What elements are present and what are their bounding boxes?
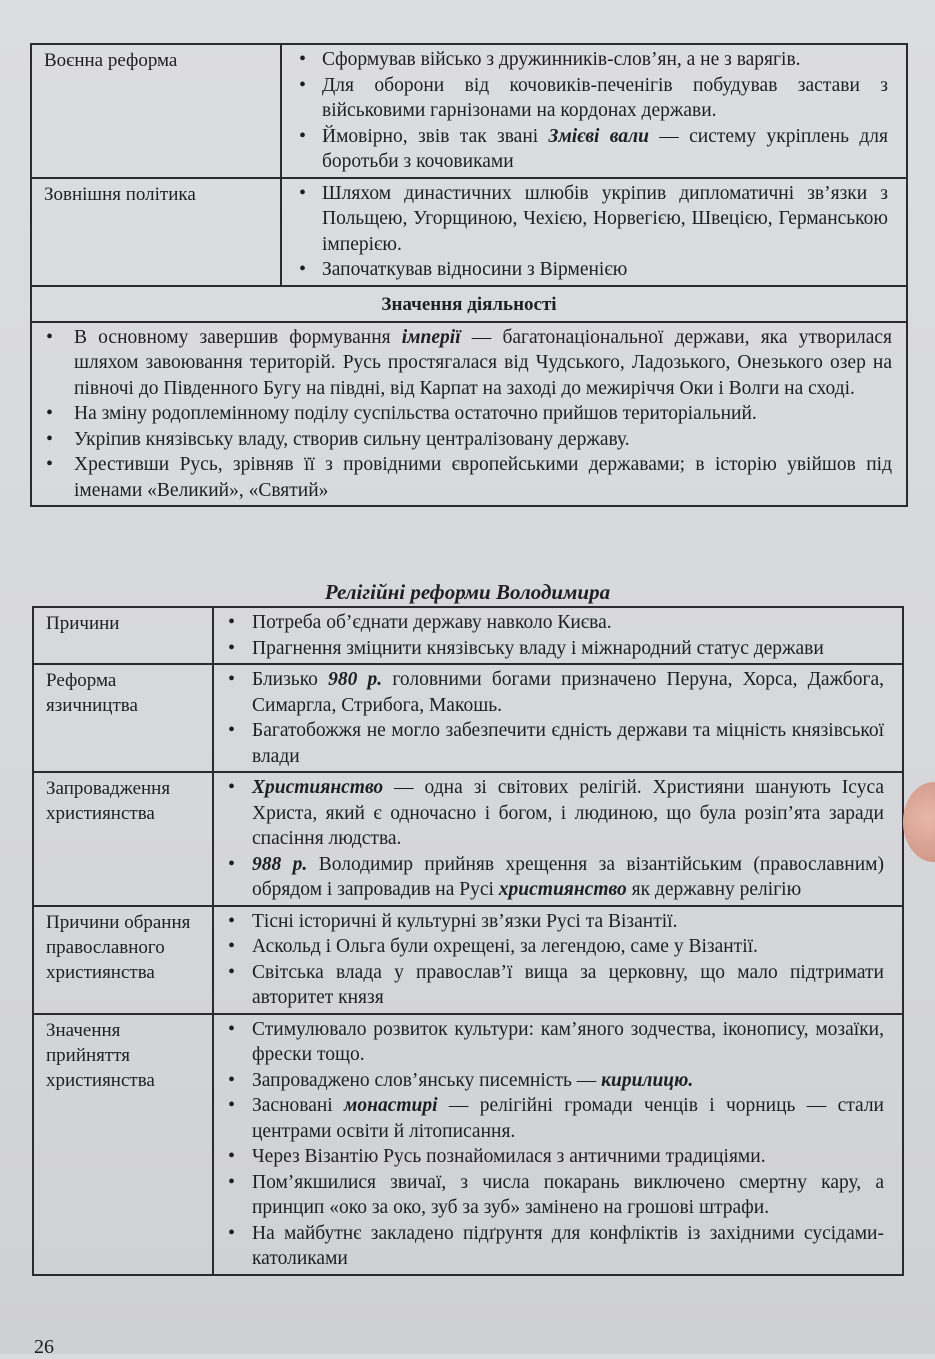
row-label: Значення прийняття християнства [33, 1014, 213, 1275]
list-item: • Хрестивши Русь, зрівняв її з провідними європейськими державами; в історію увійшов під іменами «Великий», «Святий» [32, 452, 892, 503]
vladimir-reforms-table [30, 43, 908, 507]
row-content [281, 178, 907, 286]
list-item: • Близько 980 р. головними богами призначено Перуна, Хорса, Дажбога, Симаргла, Стрибога, Макошь. [214, 667, 884, 718]
table-row [33, 906, 903, 1014]
list-item: • Стимулювало розвиток культури: кам’яного зодчества, іконопису, мозаїки, фрески тощо. [214, 1017, 884, 1068]
list-item: • Сформував військо з дружинників-слов’ян, а не з варягів. [282, 47, 888, 73]
list-item: • Започаткував відносини з Вірменією [282, 257, 888, 283]
table-row [31, 322, 907, 507]
finger-tip [903, 782, 935, 862]
section-heading: Релігійні реформи Володимира [324, 580, 611, 604]
list-item: • Тісні історичні й культурні зв’язки Русі та Візантії. [214, 909, 884, 935]
religious-reforms-table [32, 606, 904, 1276]
list-item: • Для оборони від кочовиків-печенігів побудував застави з військовими гарнізонами на кордонах держави. [282, 73, 888, 124]
list-item: • На зміну родоплемінному поділу суспільства остаточно прийшов територіальний. [32, 401, 892, 427]
table-row [33, 1014, 903, 1275]
row-label: Реформа язичництва [33, 664, 213, 772]
list-item: • Ймовірно, звів так звані Змієві вали — систему укріплень для боротьби з кочовиками [282, 124, 888, 175]
section-header-row [31, 286, 907, 322]
row-content [213, 664, 903, 772]
row-label: Запровадження християнства [33, 772, 213, 906]
table-row [33, 664, 903, 772]
table-row [33, 772, 903, 906]
row-content [213, 772, 903, 906]
list-item: • Через Візантію Русь познайомилася з античними традиціями. [214, 1144, 884, 1170]
list-item: • Пом’якшилися звичаї, з числа покарань виключено смертну кару, а принцип «око за око, зуб за зуб» замінено на грошові штрафи. [214, 1170, 884, 1221]
row-label: Причини [33, 607, 213, 664]
list-item: • Прагнення зміцнити князівську владу і міжнародний статус держави [214, 636, 884, 662]
list-item: • Укріпив князівську владу, створив сильну централізовану державу. [32, 427, 892, 453]
table-row [31, 44, 907, 178]
table-row [31, 178, 907, 286]
list-item: • Засновані монастирі — релігійні громади ченців і чорниць — стали центрами освіти й літописання. [214, 1093, 884, 1144]
list-item: • 988 р. Володимир прийняв хрещення за візантійським (православним) обрядом і запровадив на Русі християнство як державну релігію [214, 852, 884, 903]
row-label: Причини обрання православного християнства [33, 906, 213, 1014]
list-item: • Потреба об’єднати державу навколо Києва. [214, 610, 884, 636]
row-content [213, 1014, 903, 1275]
row-label: Воєнна реформа [31, 44, 281, 178]
list-item: • Світська влада у православ’ї вища за церковну, що мало підтримати авторитет князя [214, 960, 884, 1011]
row-content [213, 607, 903, 664]
section-title: Значення діяльності [31, 286, 907, 322]
list-item: • Християнство — одна зі світових релігій. Християни шанують Ісуса Христа, який є одночасно і богом, і людиною, що була розіп’ята заради спасіння людства. [214, 775, 884, 852]
list-item: • В основному завершив формування імперії — багатонаціональної держави, яка утворилася шляхом завоювання територій. Русь простягалася від Чудського, Ладозького, Онезького озер на півночі до Південного Бугу на півдні, від Карпат на заході до межиріччя Оки і Волги на сході. [32, 325, 892, 402]
list-item: • Багатобожжя не могло забезпечити єдність держави та міцність князівської влади [214, 718, 884, 769]
list-item: • Шляхом династичних шлюбів укріпив дипломатичні зв’язки з Польщею, Угорщиною, Чехією, Норвегією, Швецією, Германською імперією. [282, 181, 888, 258]
page-number: 26 [34, 1336, 54, 1358]
row-content [281, 44, 907, 178]
row-label: Зовнішня політика [31, 178, 281, 286]
list-item: • На майбутнє закладено підґрунтя для конфліктів із західними сусідами-католиками [214, 1221, 884, 1272]
list-item: • Запроваджено слов’янську писемність — кирилицю. [214, 1068, 884, 1094]
row-content [213, 906, 903, 1014]
section-content [31, 322, 907, 507]
list-item: • Аскольд і Ольга були охрещені, за легендою, саме у Візантії. [214, 934, 884, 960]
table-row [33, 607, 903, 664]
